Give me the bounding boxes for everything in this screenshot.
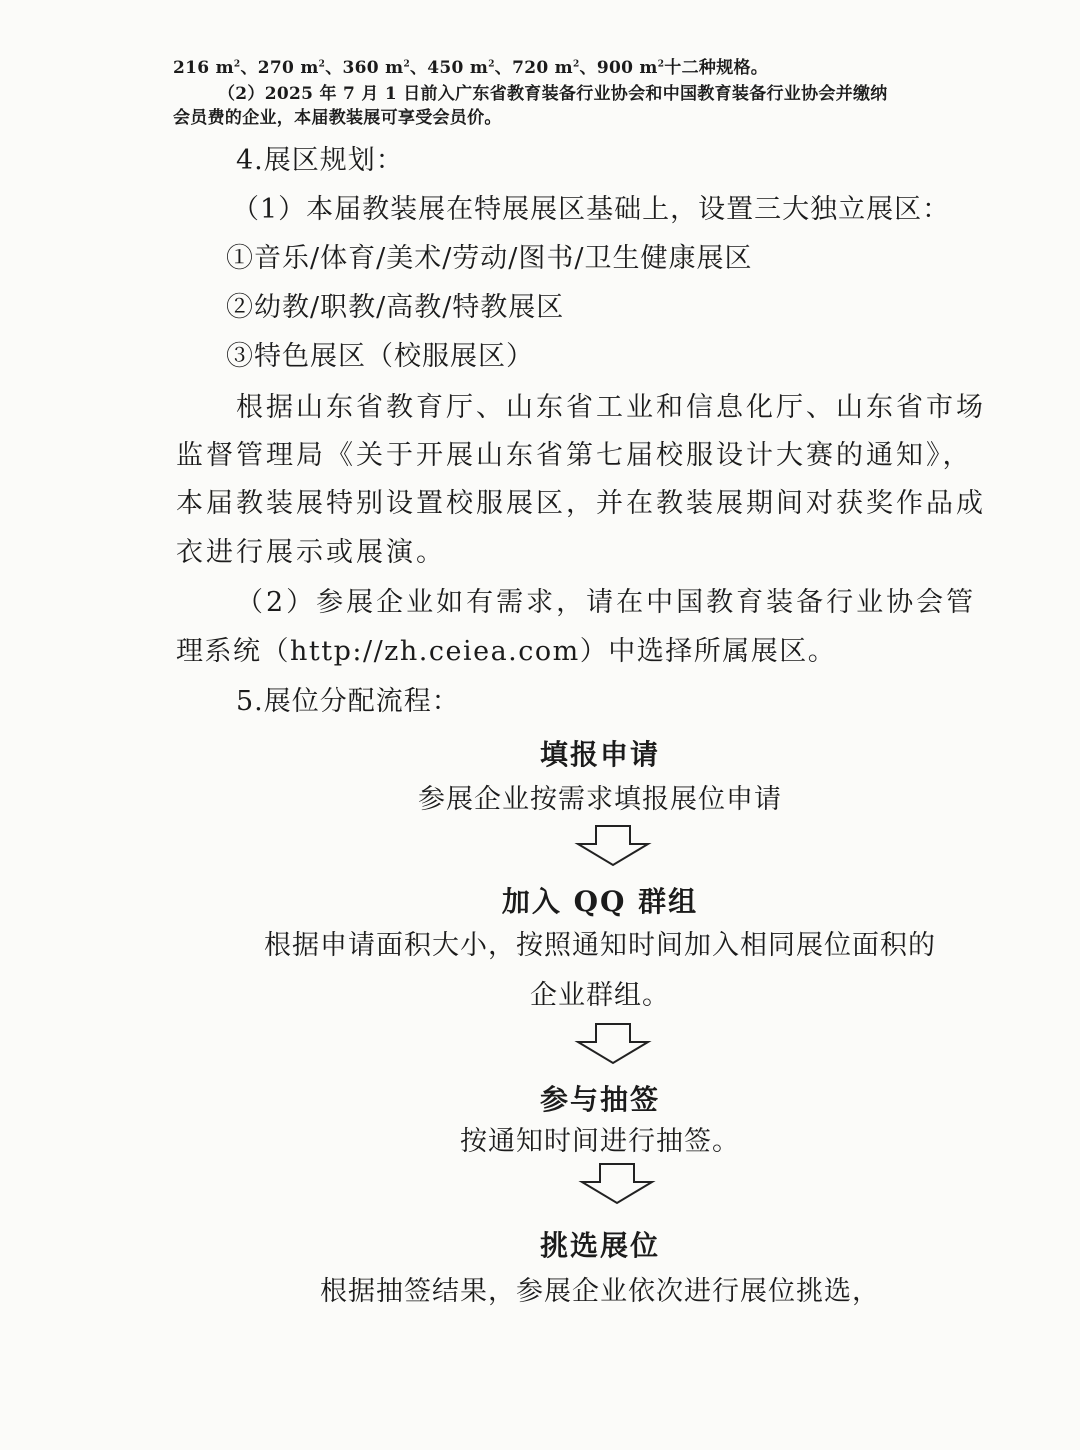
sup-1: 2	[318, 59, 326, 70]
spec-item-0: 、270 m	[240, 58, 319, 78]
step-desc-4: 根据抽签结果，参展企业依次进行展位挑选，	[320, 1276, 880, 1307]
spec-first: 216 m	[173, 58, 234, 78]
spec-item-4: 、900 m	[579, 58, 658, 78]
uniform-para-line2: 监督管理局《关于开展山东省第七届校服设计大赛的通知》，	[176, 440, 973, 471]
step-desc-2-line1: 根据申请面积大小，按照通知时间加入相同展位面积的	[264, 930, 936, 961]
spec-line	[173, 58, 768, 78]
uniform-para-line4: 衣进行展示或展演。	[176, 537, 446, 568]
spec-item-1: 、360 m	[325, 58, 404, 78]
step-title-4: 挑选展位	[539, 1229, 660, 1262]
uniform-para-line3: 本届教装展特别设置校服展区，并在教装展期间对获奖作品成	[176, 488, 986, 519]
member-note-line2: 会员费的企业，本届教装展可享受会员价。	[173, 108, 502, 128]
spec-suffix: 十二种规格。	[664, 58, 769, 78]
step-title-2: 加入 QQ 群组	[501, 885, 699, 918]
sup-4: 2	[572, 59, 580, 70]
zone-item-2: ②幼教/职教/高教/特教展区	[226, 292, 565, 323]
section4-p1: （1）本届教装展在特展展区基础上，设置三大独立展区：	[232, 194, 951, 225]
sup-3: 2	[488, 59, 495, 70]
down-arrow-icon	[578, 1162, 658, 1206]
section5-heading: 5.展位分配流程：	[236, 686, 460, 717]
zone-item-1: ①音乐/体育/美术/劳动/图书/卫生健康展区	[226, 243, 753, 274]
section4-p2-line1: （2）参展企业如有需求，请在中国教育装备行业协会管	[236, 587, 977, 618]
zone-item-3: ③特色展区（校服展区）	[226, 341, 534, 372]
step-title-1: 填报申请	[539, 738, 660, 771]
spec-item-2: 、450 m	[410, 58, 489, 78]
uniform-para-line1: 根据山东省教育厅、山东省工业和信息化厅、山东省市场	[236, 392, 986, 423]
down-arrow-icon	[574, 1022, 654, 1066]
sup-0: 2	[233, 59, 241, 70]
down-arrow-icon	[574, 824, 654, 868]
section4-heading: 4.展区规划：	[236, 145, 404, 176]
step-desc-1: 参展企业按需求填报展位申请	[418, 784, 782, 815]
section4-p2-line2: 理系统（http://zh.ceiea.com）中选择所属展区。	[176, 636, 837, 667]
step-desc-2-line2: 企业群组。	[530, 980, 670, 1011]
step-desc-3: 按通知时间进行抽签。	[460, 1126, 740, 1157]
sup-2: 2	[403, 59, 410, 70]
spec-item-3: 、720 m	[494, 58, 573, 78]
sup-5: 2	[657, 59, 665, 70]
step-title-3: 参与抽签	[539, 1083, 660, 1116]
member-note-line1: （2）2025 年 7 月 1 日前入广东省教育装备行业协会和中国教育装备行业协会并缴纳	[218, 84, 888, 104]
